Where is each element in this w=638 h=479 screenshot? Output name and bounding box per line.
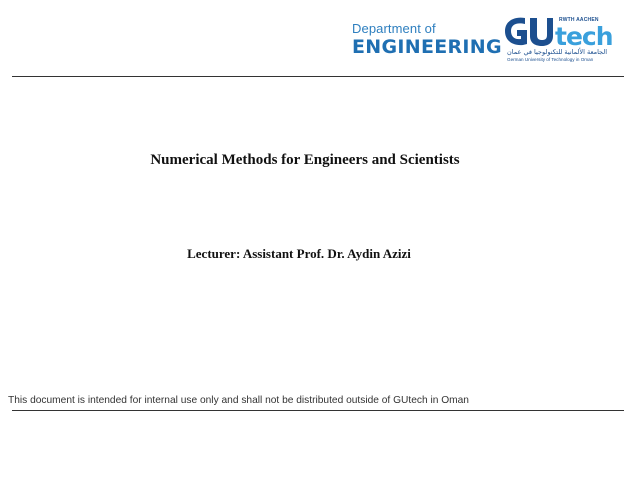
gutech-logo	[503, 14, 623, 64]
department-logo-line2: ENGINEERING	[352, 36, 502, 58]
header-divider	[12, 76, 624, 77]
header	[0, 0, 638, 75]
gutech-rwth-tagline: RWTH AACHEN	[559, 17, 599, 23]
department-of-engineering-logo	[352, 22, 502, 58]
department-logo-line1: Department of	[352, 21, 436, 36]
svg-text:tech: tech	[555, 22, 613, 48]
footer-divider	[12, 410, 624, 411]
lecturer-name: Lecturer: Assistant Prof. Dr. Aydin Azizi	[187, 246, 411, 261]
footer-disclaimer: This document is intended for internal use only and shall not be distributed outside of GUtech in Oman	[8, 395, 469, 406]
gutech-english-name: German University of Technology in Oman	[507, 57, 594, 62]
course-title: Numerical Methods for Engineers and Scientists	[150, 152, 460, 168]
gutech-arabic-name: الجامعة الألمانية للتكنولوجيا في عمان	[507, 48, 608, 56]
